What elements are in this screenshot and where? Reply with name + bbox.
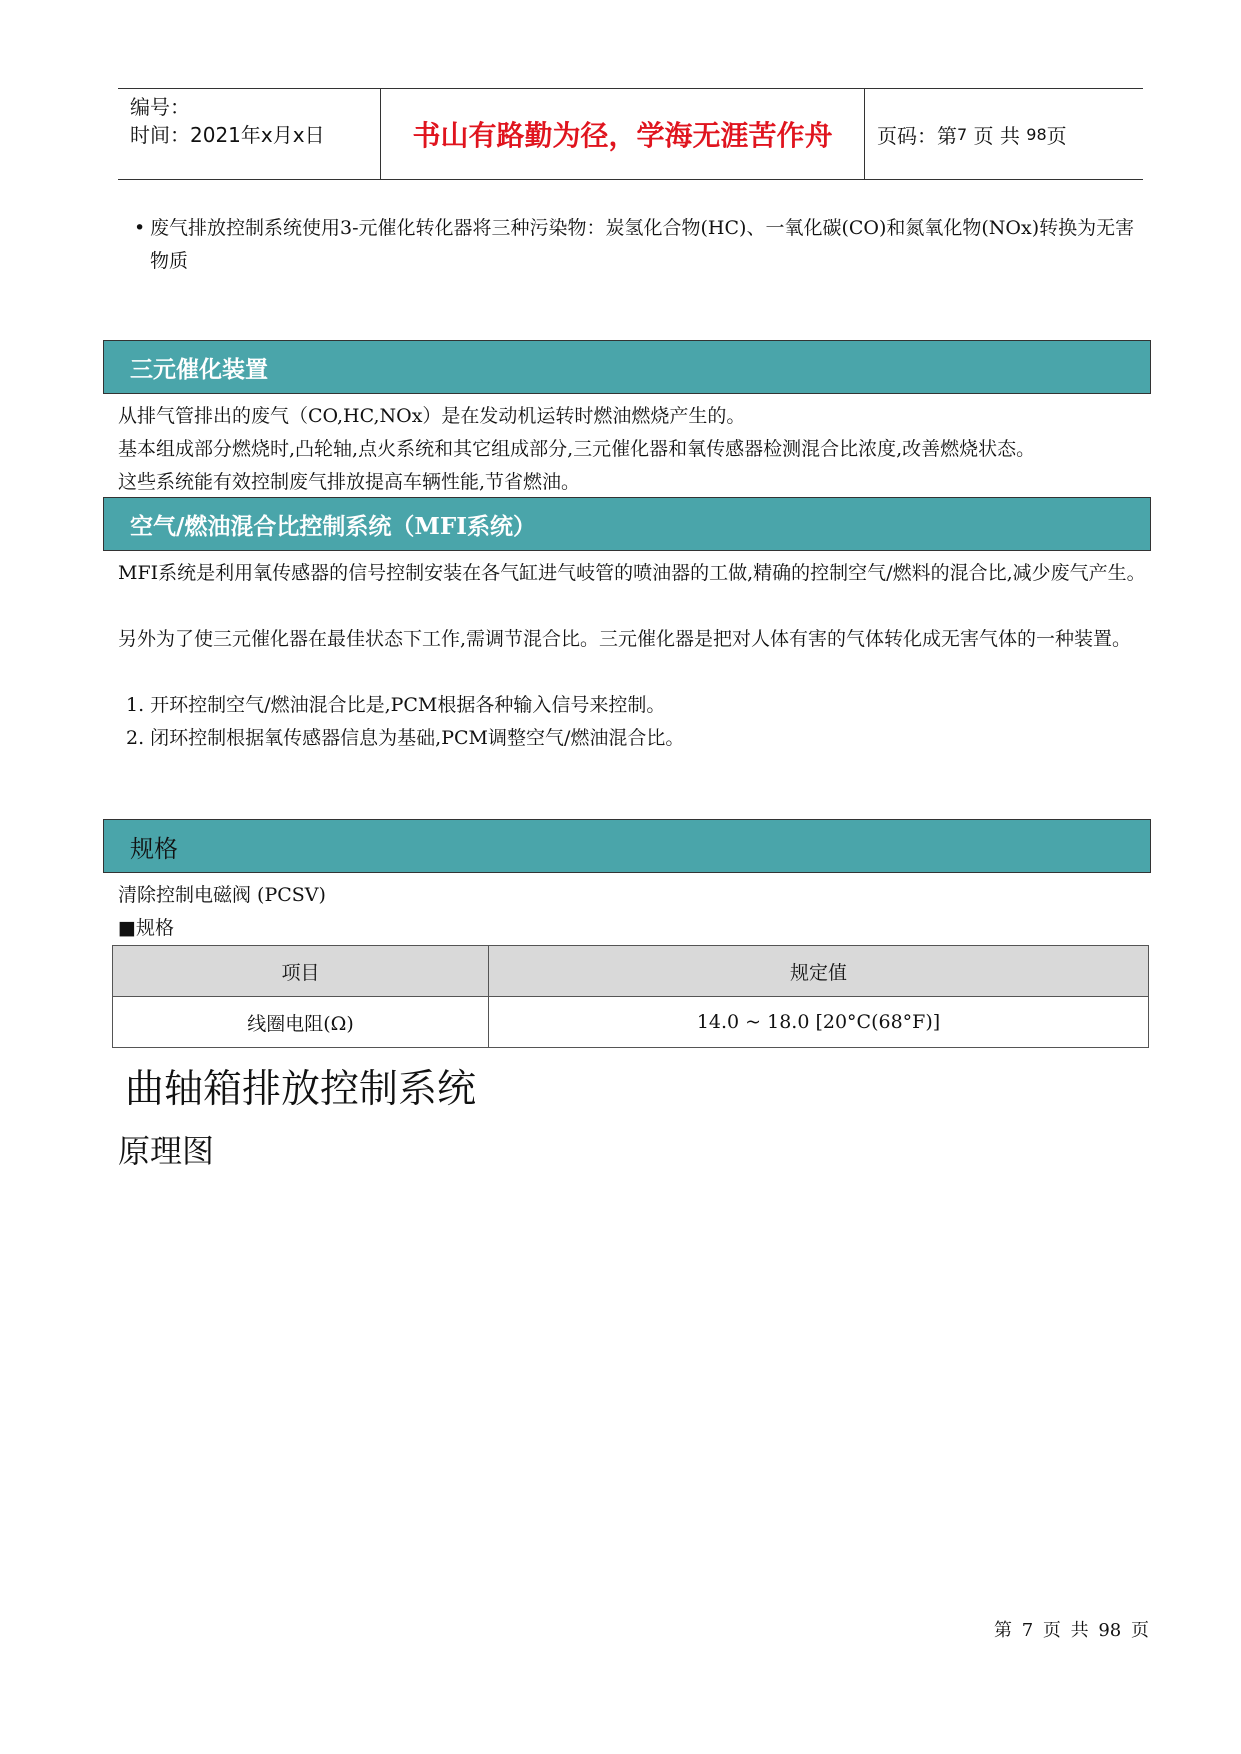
table-row (113, 997, 1149, 1048)
catalyst-line-3: 这些系统能有效控制废气排放提高车辆性能,节省燃油。 (118, 471, 581, 493)
section-title-mfi: 空气/燃油混合比控制系统（MFI系统） (103, 497, 1151, 551)
spec-row-value: 14.0 ~ 18.0 [20°C(68°F)] (489, 997, 1149, 1048)
mfi-item-1: 1. 开环控制空气/燃油混合比是,PCM根据各种输入信号来控制。 (126, 694, 666, 716)
diagram-heading: 原理图 (118, 1132, 215, 1170)
catalyst-paragraph (118, 400, 1148, 499)
page-mid: 页 共 (973, 123, 1020, 148)
document-time-label: 时间：2021年x月x日 (130, 123, 325, 147)
spec-label: ■规格 (118, 917, 174, 939)
mfi-item-2: 2. 闭环控制根据氧传感器信息为基础,PCM调整空气/燃油混合比。 (126, 727, 685, 749)
page-total: 98 (1026, 124, 1047, 144)
intro-bullet-text: 废气排放控制系统使用3-元催化转化器将三种污染物：炭氢化合物(HC)、一氧化碳(CO)和氮氧化物(NOx)转换为无害物质 (150, 217, 1135, 272)
intro-bullet (134, 212, 1144, 278)
catalyst-line-1: 从排气管排出的废气（CO,HC,NOx）是在发动机运转时燃油燃烧产生的。 (118, 405, 746, 427)
header-left-cell (118, 89, 380, 179)
page-footer: 第 7 页 共 98 页 (994, 1620, 1149, 1641)
header-page-info (865, 89, 1143, 179)
page-header (118, 88, 1143, 180)
header-motto: 书山有路勤为径，学海无涯苦作舟 (380, 89, 865, 179)
section-title-catalyst: 三元催化装置 (103, 340, 1151, 394)
catalyst-line-2: 基本组成部分燃烧时,凸轮轴,点火系统和其它组成部分,三元催化器和氧传感器检测混合比浓度,改善燃烧状态。 (118, 438, 1036, 460)
mfi-paragraph-2: 另外为了使三元催化器在最佳状态下工作,需调节混合比。三元催化器是把对人体有害的气体转化成无害气体的一种装置。 (118, 628, 1132, 650)
document-number-label: 编号： (130, 95, 190, 119)
spec-header-item: 项目 (113, 946, 489, 997)
mfi-paragraph-1: MFI系统是利用氧传感器的信号控制安装在各气缸进气岐管的喷油器的工做,精确的控制空气/燃料的混合比,减少废气产生。 (118, 562, 1146, 584)
crankcase-heading: 曲轴箱排放控制系统 (125, 1067, 477, 1112)
page-prefix: 页码：第 (877, 123, 957, 148)
spec-table (112, 945, 1149, 1048)
pcsv-label: 清除控制电磁阀 (PCSV) (118, 884, 326, 906)
page-number: 7 (957, 124, 968, 144)
page-suffix: 页 (1046, 123, 1067, 148)
spec-header-value: 规定值 (489, 946, 1149, 997)
spec-row-item: 线圈电阻(Ω) (113, 997, 489, 1048)
bullet-dot: • (134, 217, 146, 239)
spec-table-header-row (113, 946, 1149, 997)
section-title-spec: 规格 (103, 819, 1151, 873)
